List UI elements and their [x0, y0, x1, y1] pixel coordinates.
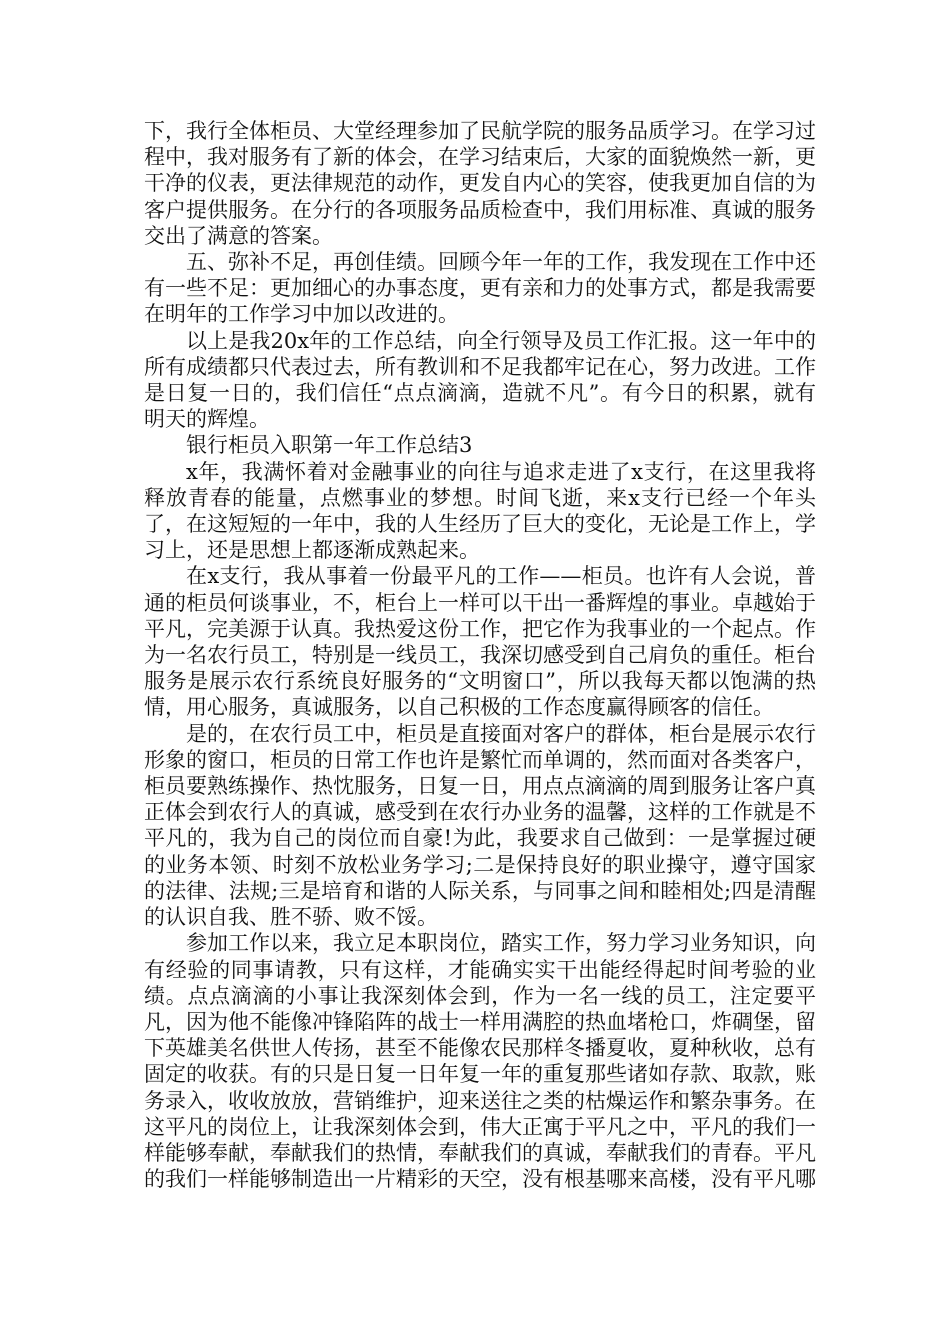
document-page	[144, 118, 816, 1192]
paragraph-teller-job: 在x支行，我从事着一份最平凡的工作——柜员。也许有人会说，普通的柜员何谈事业，不，柜台上一样可以干出一番辉煌的事业。卓越始于平凡，完美源于认真。我热爱这份工作，把它作为我事业的一个起点。作为一名农行员工，特别是一线员工，我深切感受到自己肩负的重任。柜台服务是展示农行系统良好服务的“文明窗口”，所以我每天都以饱满的热情，用心服务，真诚服务，以自己积极的工作态度赢得顾客的信任。	[144, 564, 816, 720]
paragraph-intro: x年，我满怀着对金融事业的向往与追求走进了x支行，在这里我将释放青春的能量，点燃事业的梦想。时间飞逝，来x支行已经一个年头了，在这短短的一年中，我的人生经历了巨大的变化，无论是工作上，学习上，还是思想上都逐渐成熟起来。	[144, 459, 816, 563]
paragraph-continued-service-training: 下，我行全体柜员、大堂经理参加了民航学院的服务品质学习。在学习过程中，我对服务有了新的体会，在学习结束后，大家的面貌焕然一新，更干净的仪表，更法律规范的动作，更发自内心的笑容，使我更加自信的为客户提供服务。在分行的各项服务品质检查中，我们用标准、真诚的服务交出了满意的答案。	[144, 119, 816, 248]
section-heading: 银行柜员入职第一年工作总结3	[186, 433, 473, 458]
paragraph-section-five: 五、弥补不足，再创佳绩。回顾今年一年的工作，我发现在工作中还有一些不足：更加细心的办事态度，更有亲和力的处事方式，都是我需要在明年的工作学习中加以改进的。	[144, 250, 816, 327]
paragraph-summary-closing: 以上是我20x年的工作总结，向全行领导及员工作汇报。这一年中的所有成绩都只代表过去，所有教训和不足我都牢记在心，努力改进。工作是日复一日的，我们信任“点点滴滴，造就不凡”。有今日的积累，就有明天的辉煌。	[144, 328, 816, 432]
paragraph-requirements: 是的，在农行员工中，柜员是直接面对客户的群体，柜台是展示农行形象的窗口，柜员的日常工作也许是繁忙而单调的，然而面对各类客户，柜员要熟练操作、热忱服务，日复一日，用点点滴滴的周到服务让客户真正体会到农行人的真诚，感受到在农行办业务的温馨，这样的工作就是不平凡的，我为自己的岗位而自豪!为此，我要求自己做到：一是掌握过硬的业务本领、时刻不放松业务学习;二是保持良好的职业操守，遵守国家的法律、法规;三是培育和谐的人际关系，与同事之间和睦相处;四是清醒的认识自我、胜不骄、败不馁。	[144, 721, 816, 930]
paragraph-work-reflection: 参加工作以来，我立足本职岗位，踏实工作，努力学习业务知识，向有经验的同事请教，只有这样，才能确实实干出能经得起时间考验的业绩。点点滴滴的小事让我深刻体会到，作为一名一线的员工，注定要平凡，因为他不能像冲锋陷阵的战士一样用满腔的热血堵枪口，炸碉堡，留下英雄美名供世人传扬，甚至不能像农民那样冬播夏收，夏种秋收，总有固定的收获。有的只是日复一日年复一年的重复那些诸如存款、取款，账务录入，收收放放，营销维护，迎来送往之类的枯燥运作和繁杂事务。在这平凡的岗位上，让我深刻体会到，伟大正寓于平凡之中，平凡的我们一样能够奉献，奉献我们的热情，奉献我们的真诚，奉献我们的青春。平凡的我们一样能够制造出一片精彩的天空，没有根基哪来高楼，没有平凡哪	[144, 931, 816, 1192]
